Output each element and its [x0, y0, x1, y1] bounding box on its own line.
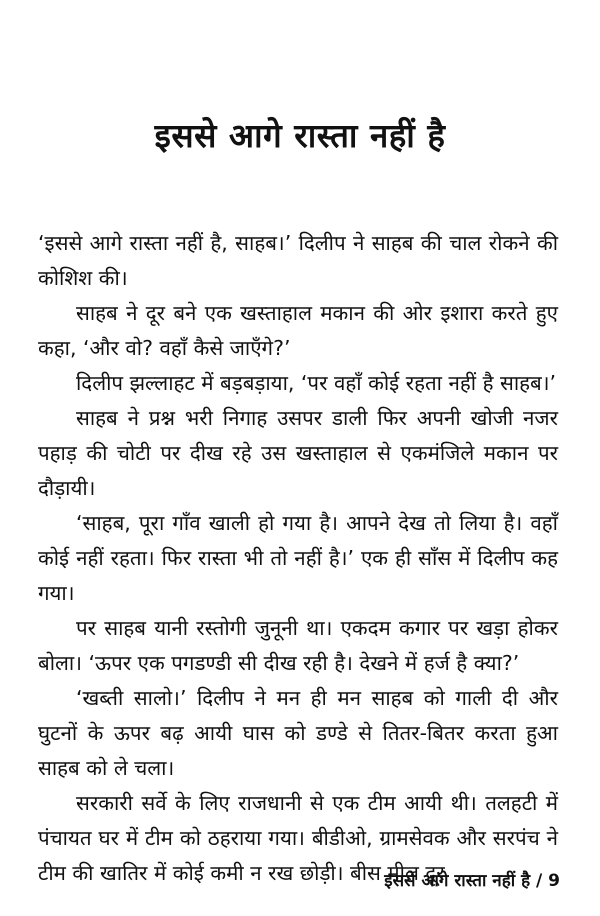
paragraph: साहब ने प्रश्न भरी निगाह उसपर डाली फिर अपनी खोजी नजर पहाड़ की चोटी पर दीख रहे उस खस्ताहाल से एकमंजिले मकान पर दौड़ायी। — [38, 406, 558, 500]
paragraph: ‘इससे आगे रास्ता नहीं है, साहब।’ दिलीप ने साहब की चाल रोकने की कोशिश की। — [38, 231, 558, 290]
paragraph: पर साहब यानी रस्तोगी जुनूनी था। एकदम कगार पर खड़ा होकर बोला। ‘ऊपर एक पगडण्डी सी दीख रही है। देखने में हर्ज है क्या?’ — [38, 616, 558, 675]
body-text — [38, 226, 558, 891]
chapter-title: इससे आगे रास्ता नहीं है — [154, 116, 446, 155]
paragraph: ‘साहब, पूरा गाँव खाली हो गया है। आपने देख तो लिया है। वहाँ कोई नहीं रहता। फिर रास्ता भी तो नहीं है।’ एक ही साँस में दिलीप कह गया। — [38, 511, 558, 605]
paragraph: साहब ने दूर बने एक खस्ताहाल मकान की ओर इशारा करते हुए कहा, ‘और वो? वहाँ कैसे जाएँगे?’ — [38, 301, 558, 360]
paragraph: सरकारी सर्वे के लिए राजधानी से एक टीम आयी थी। तलहटी में पंचायत घर में टीम को ठहराया गया। बीडीओ, ग्रामसेवक और सरपंच ने टीम की खातिर में कोई कमी न रख छोड़ी। बीस मील दूर — [38, 791, 558, 885]
paragraph: ‘खब्ती सालो।’ दिलीप ने मन ही मन साहब को गाली दी और घुटनों के ऊपर बढ़ आयी घास को डण्डे से तितर-बितर करता हुआ साहब को ले चला। — [38, 686, 558, 780]
paragraph: दिलीप झल्लाहट में बड़बड़ाया, ‘पर वहाँ कोई रहता नहीं है साहब।’ — [76, 371, 557, 395]
running-footer: इससे आगे रास्ता नहीं है / 9 — [384, 871, 560, 891]
